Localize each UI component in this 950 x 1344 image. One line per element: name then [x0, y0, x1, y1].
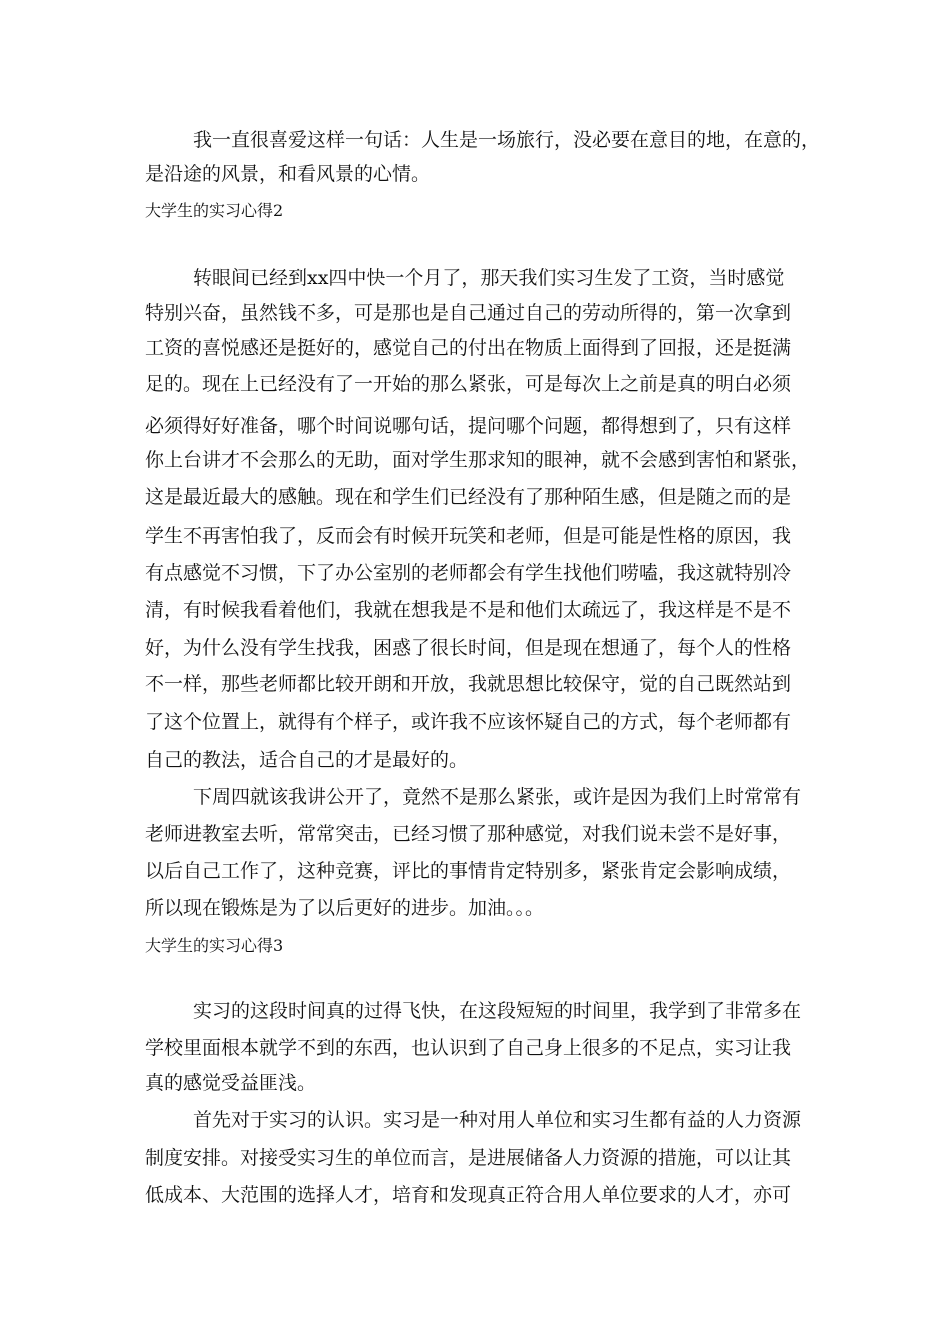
- paragraph-line: 了这个位置上，就得有个样子，或许我不应该怀疑自己的方式，每个老师都有: [145, 711, 792, 733]
- paragraph-line: 我一直很喜爱这样一句话：人生是一场旅行，没必要在意目的地，在意的，: [193, 129, 821, 151]
- paragraph-line: 低成本、大范围的选择人才，培育和发现真正符合用人单位要求的人才，亦可: [145, 1184, 792, 1206]
- paragraph-line: 有点感觉不习惯，下了办公室别的老师都会有学生找他们唠嗑，我这就特别冷: [145, 562, 792, 584]
- paragraph-line: 以后自己工作了，这种竞赛，评比的事情肯定特别多，紧张肯定会影响成绩，: [145, 860, 792, 882]
- paragraph-line: 制度安排。对接受实习生的单位而言，是进展储备人力资源的措施，可以让其: [145, 1147, 792, 1169]
- paragraph-line: 你上台讲才不会那么的无助，面对学生那求知的眼神，就不会感到害怕和紧张，: [145, 449, 811, 471]
- paragraph-line: 转眼间已经到xx四中快一个月了，那天我们实习生发了工资，当时感觉: [193, 267, 785, 289]
- paragraph-line: 真的感觉受益匪浅。: [145, 1072, 317, 1094]
- paragraph-line: 实习的这段时间真的过得飞快，在这段短短的时间里，我学到了非常多在: [193, 1000, 802, 1022]
- paragraph-line: 学生不再害怕我了，反而会有时候开玩笑和老师，但是可能是性格的原因，我: [145, 525, 792, 547]
- paragraph-line: 老师进教室去听，常常突击，已经习惯了那种感觉，对我们说未尝不是好事，: [145, 823, 792, 845]
- paragraph-line: 自己的教法，适合自己的才是最好的。: [145, 749, 469, 771]
- paragraph-line: 这是最近最大的感触。现在和学生们已经没有了那种陌生感，但是随之而的是: [145, 486, 792, 508]
- paragraph-line: 特别兴奋，虽然钱不多，可是那也是自己通过自己的劳动所得的，第一次拿到: [145, 302, 792, 324]
- section-heading: 大学生的实习心得3: [145, 936, 284, 955]
- paragraph-line: 首先对于实习的认识。实习是一种对用人单位和实习生都有益的人力资源: [193, 1109, 802, 1131]
- paragraph-line: 不一样，那些老师都比较开朗和开放，我就思想比较保守，觉的自己既然站到: [145, 673, 792, 695]
- paragraph-line: 清，有时候我看着他们，我就在想我是不是和他们太疏远了，我这样是不是不: [145, 599, 792, 621]
- paragraph-line: 工资的喜悦感还是挺好的，感觉自己的付出在物质上面得到了回报，还是挺满: [145, 337, 792, 359]
- paragraph-line: 是沿途的风景，和看风景的心情。: [145, 163, 431, 185]
- section-heading: 大学生的实习心得2: [145, 201, 284, 220]
- paragraph-line: 足的。现在上已经没有了一开始的那么紧张，可是每次上之前是真的明白必须: [145, 373, 792, 395]
- paragraph-line: 好，为什么没有学生找我，困惑了很长时间，但是现在想通了，每个人的性格: [145, 637, 792, 659]
- paragraph-line: 必须得好好准备，哪个时间说哪句话，提问哪个问题，都得想到了，只有这样: [145, 415, 792, 437]
- paragraph-line: 下周四就该我讲公开了，竟然不是那么紧张，或许是因为我们上时常常有: [193, 786, 802, 808]
- paragraph-line: 学校里面根本就学不到的东西，也认识到了自己身上很多的不足点，实习让我: [145, 1037, 792, 1059]
- paragraph-line: 所以现在锻炼是为了以后更好的进步。加油。。。: [145, 897, 545, 919]
